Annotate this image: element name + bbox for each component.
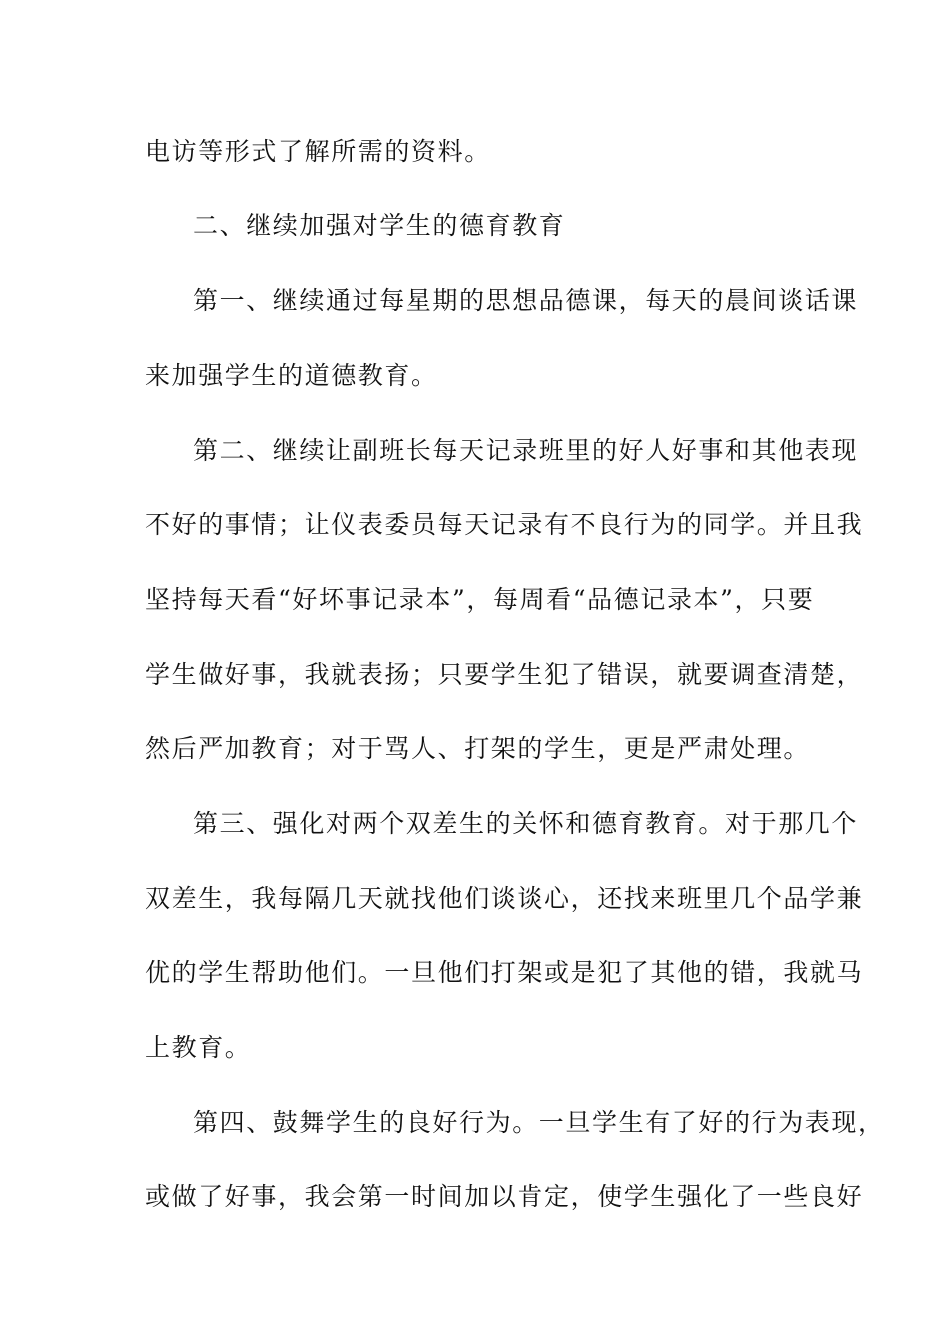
text-line-14: 第四、鼓舞学生的良好行为。一旦学生有了好的行为表现， (193, 1108, 885, 1137)
text-line-5: 第二、继续让副班长每天记录班里的好人好事和其他表现 (193, 436, 859, 465)
section-heading: 二、继续加强对学生的德育教育 (193, 211, 566, 240)
text-line-13: 上教育。 (145, 1033, 252, 1062)
text-line-7: 坚持每天看“好坏事记录本”，每周看“品德记录本”，只要 (145, 585, 815, 614)
text-line-6: 不好的事情；让仪表委员每天记录有不良行为的同学。并且我 (145, 510, 864, 539)
text-line-4: 来加强学生的道德教育。 (145, 361, 438, 390)
text-line-15: 或做了好事，我会第一时间加以肯定，使学生强化了一些良好 (145, 1182, 864, 1211)
text-line-11: 双差生，我每隔几天就找他们谈谈心，还找来班里几个品学兼 (145, 884, 864, 913)
text-line-1: 电访等形式了解所需的资料。 (145, 137, 491, 166)
text-line-9: 然后严加教育；对于骂人、打架的学生，更是严肃处理。 (145, 734, 811, 763)
text-line-8: 学生做好事，我就表扬；只要学生犯了错误，就要调查清楚， (145, 660, 864, 689)
text-line-10: 第三、强化对两个双差生的关怀和德育教育。对于那几个 (193, 809, 859, 838)
text-line-3: 第一、继续通过每星期的思想品德课，每天的晨间谈话课 (193, 286, 859, 315)
text-line-12: 优的学生帮助他们。一旦他们打架或是犯了其他的错，我就马 (145, 958, 864, 987)
